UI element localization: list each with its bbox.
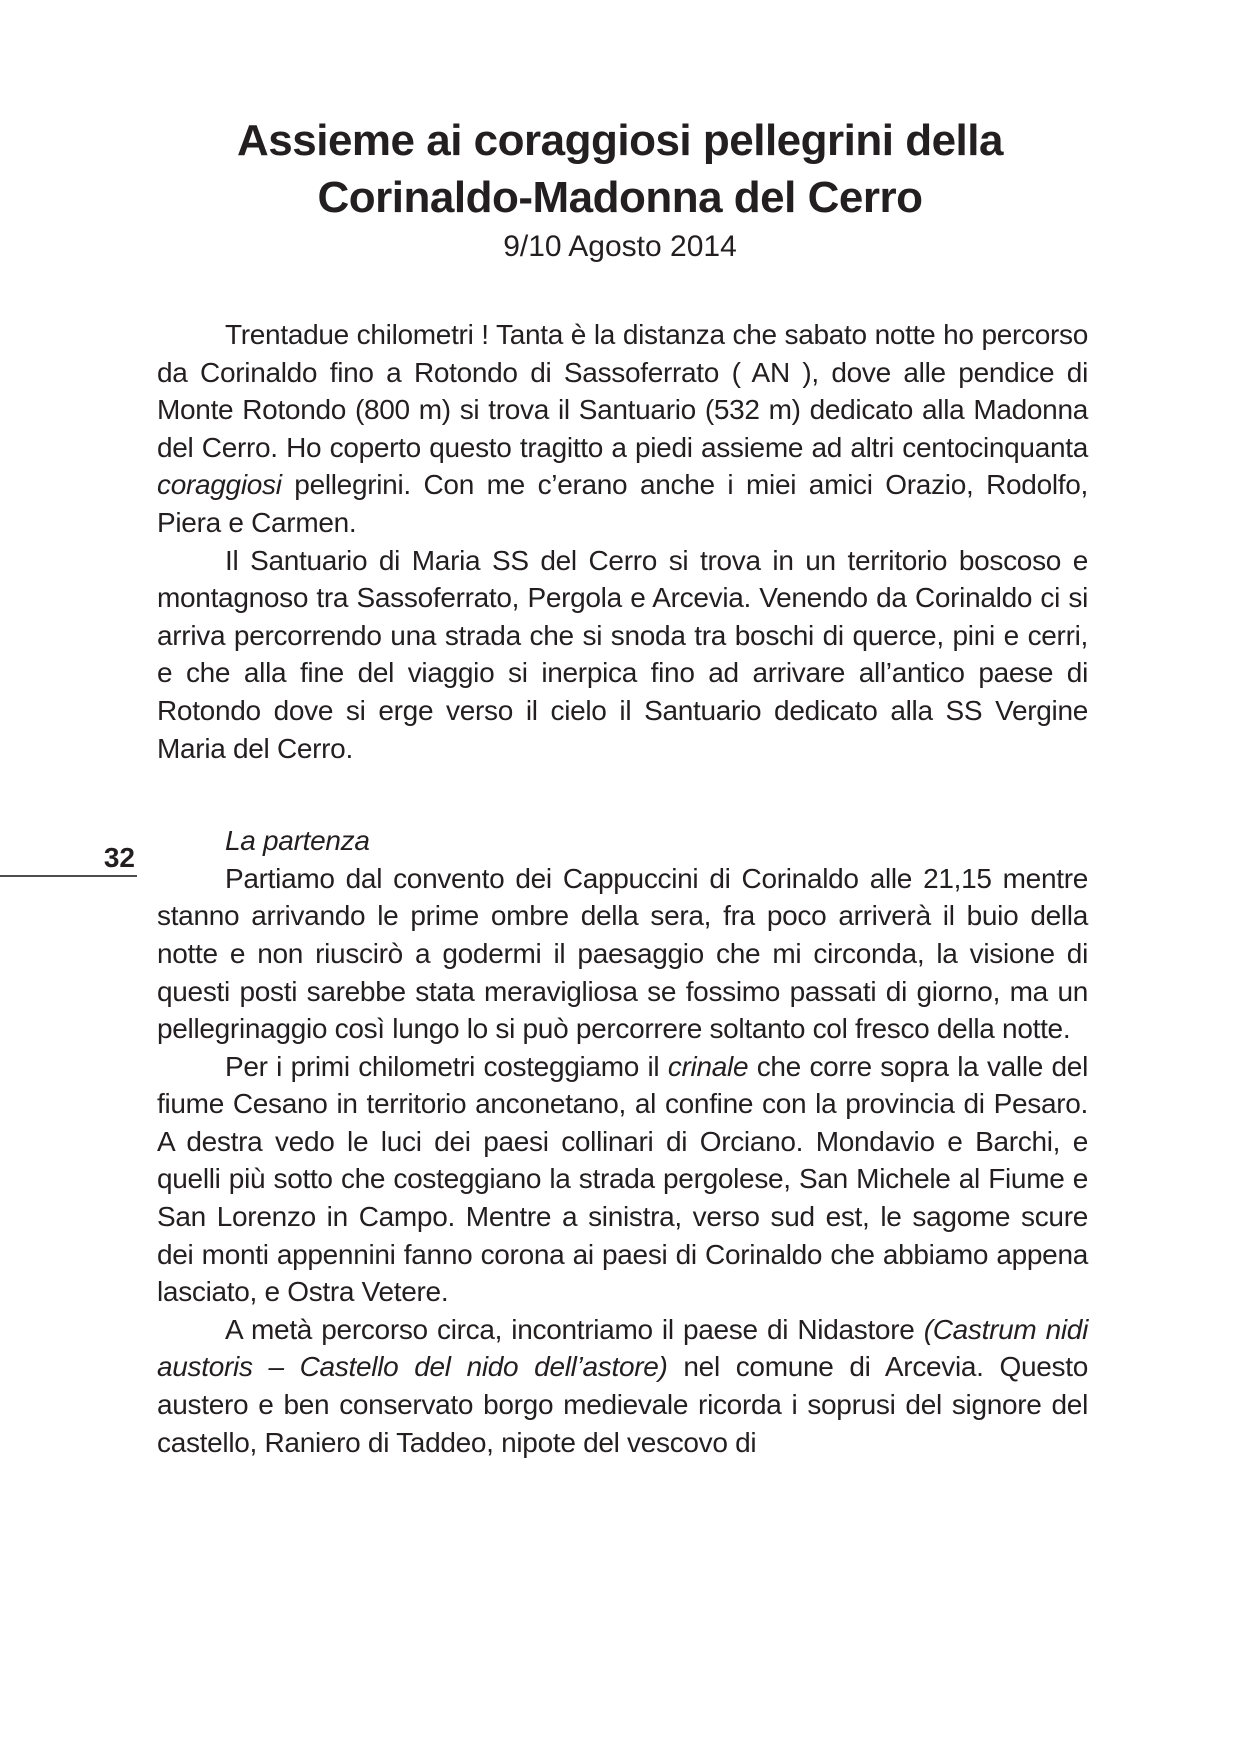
- page-number-rule: [0, 875, 137, 877]
- text-run: Il Santuario di Maria SS del Cerro si trova in un territorio boscoso e montagnoso tra Sassoferrato, Pergola e Arcevia. Venendo da Corinaldo ci si arriva percorrendo una strada che si snoda tra boschi di querce, pini e cerri, e che alla fine del viaggio si inerpica fino ad arrivare all’antico paese di Rotondo dove si erge verso il cielo il Santuario dedicato alla SS Vergine Maria del Cerro.: [157, 544, 1088, 764]
- body-paragraph: [157, 542, 1088, 768]
- text-run: nel comune di Arcevia. Questo austero e ben conservato borgo medievale ricorda i soprusi del signore del castello, Raniero di Taddeo, nipote del vescovo di: [157, 1351, 1089, 1458]
- subtitle-date: 9/10 Agosto 2014: [503, 230, 737, 263]
- body-paragraph: [157, 1311, 1088, 1461]
- italic-text-run: (Castrum nidi austoris – Castello del nido dell’astore): [157, 1313, 1088, 1383]
- italic-text-run: La partenza: [225, 825, 370, 857]
- text-run: che corre sopra la valle del fiume Cesano in territorio anconetano, al confine con la provincia di Pesaro. A destra vedo le luci dei paesi collinari di Orciano. Mondavio e Barchi, e quelli più sotto che costeggiano la strada pergolese, San Michele al Fiume e San Lorenzo in Campo. Mentre a sinistra, verso sud est, le sagome scure dei monti appennini fanno corona ai paesi di Corinaldo che abbiamo appena lasciato, e Ostra Vetere.: [157, 1050, 1088, 1308]
- body-paragraph: [157, 316, 1088, 542]
- italic-text-run: coraggiosi: [157, 469, 282, 501]
- text-column: [157, 316, 1088, 1461]
- italic-text-run: crinale: [667, 1050, 749, 1082]
- title-block: [0, 112, 1240, 266]
- section-heading: [157, 822, 1088, 860]
- body-paragraph: [157, 1048, 1088, 1311]
- text-run: Trentadue chilometri ! Tanta è la distanza che sabato notte ho percorso da Corinaldo fino a Rotondo di Sassoferrato ( AN ), dove alle pendice di Monte Rotondo (800 m) si trova il Santuario (532 m) dedicato alla Madonna del Cerro. Ho coperto questo tragitto a piedi assieme ad altri centocinquanta: [157, 319, 1088, 463]
- text-run: Partiamo dal convento dei Cappuccini di Corinaldo alle 21,15 mentre stanno arrivando le prime ombre della sera, fra poco arriverà il buio della notte e non riuscirò a godermi il paesaggio che mi circonda, la visione di questi posti sarebbe stata meravigliosa se fossimo passati di giorno, ma un pellegrinaggio così lungo lo si può percorrere soltanto col fresco della notte.: [157, 862, 1088, 1045]
- text-run: pellegrini. Con me c’erano anche i miei amici Orazio, Rodolfo, Piera e Carmen.: [157, 469, 1088, 538]
- body-paragraph: [157, 860, 1088, 1048]
- page-title-line-1: Assieme ai coraggiosi pellegrini della: [237, 116, 1003, 165]
- text-run: A metà percorso circa, incontriamo il paese di Nidastore: [225, 1313, 924, 1345]
- page-number: 32: [103, 842, 135, 873]
- page-title-line-2: Corinaldo-Madonna del Cerro: [317, 173, 923, 222]
- text-run: Per i primi chilometri costeggiamo il: [225, 1050, 668, 1082]
